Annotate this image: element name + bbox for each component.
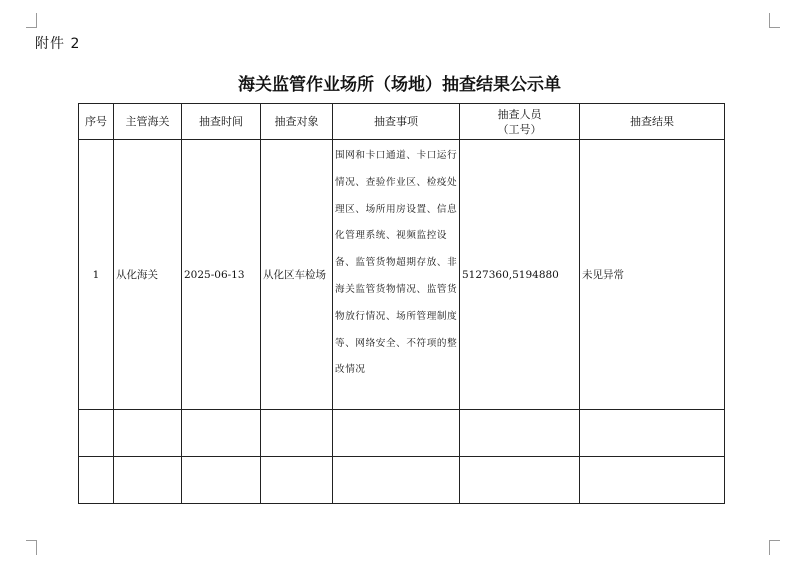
empty-cell xyxy=(261,410,333,457)
empty-cell xyxy=(182,410,261,457)
crop-mark-top-left xyxy=(26,13,37,28)
empty-cell xyxy=(580,457,725,504)
page-title: 海关监管作业场所（场地）抽查结果公示单 xyxy=(238,75,561,95)
empty-cell xyxy=(333,457,460,504)
column-header-items: 抽查事项 xyxy=(333,104,460,140)
empty-cell xyxy=(261,457,333,504)
table-row xyxy=(79,140,725,410)
empty-cell xyxy=(460,410,580,457)
table-row-empty xyxy=(79,457,725,504)
empty-cell xyxy=(460,457,580,504)
cell-target: 从化区车检场 xyxy=(261,140,333,410)
table-row-empty xyxy=(79,410,725,457)
column-header-date: 抽查时间 xyxy=(182,104,261,140)
empty-cell xyxy=(114,457,182,504)
column-header-target: 抽查对象 xyxy=(261,104,333,140)
empty-cell xyxy=(79,457,114,504)
column-header-customs: 主管海关 xyxy=(114,104,182,140)
crop-mark-bottom-left xyxy=(26,540,37,555)
crop-mark-bottom-right xyxy=(769,540,780,555)
empty-cell xyxy=(333,410,460,457)
cell-date: 2025-06-13 xyxy=(182,140,261,410)
empty-cell xyxy=(79,410,114,457)
empty-cell xyxy=(182,457,261,504)
column-header-staff-sub: （工号） xyxy=(497,122,542,136)
cell-customs: 从化海关 xyxy=(114,140,182,410)
cell-no: 1 xyxy=(79,140,114,410)
cell-items: 围网和卡口通道、卡口运行情况、查验作业区、检疫处理区、场所用房设置、信息化管理系统、视频监控设备、监管货物超期存放、非海关监管货物情况、监管货物放行情况、场所管理制度等、网络安全、不符项的整改情况 xyxy=(333,140,460,410)
cell-staff: 5127360,5194880 xyxy=(460,140,580,410)
column-header-no: 序号 xyxy=(79,104,114,140)
inspection-result-table xyxy=(78,103,725,504)
column-header-staff-label: 抽查人员 xyxy=(497,107,542,121)
attachment-label: 附件 2 xyxy=(35,36,81,52)
column-header-staff xyxy=(460,104,580,140)
cell-result: 未见异常 xyxy=(580,140,725,410)
table-header-row xyxy=(79,104,725,140)
crop-mark-top-right xyxy=(769,13,780,28)
empty-cell xyxy=(114,410,182,457)
column-header-result: 抽查结果 xyxy=(580,104,725,140)
empty-cell xyxy=(580,410,725,457)
